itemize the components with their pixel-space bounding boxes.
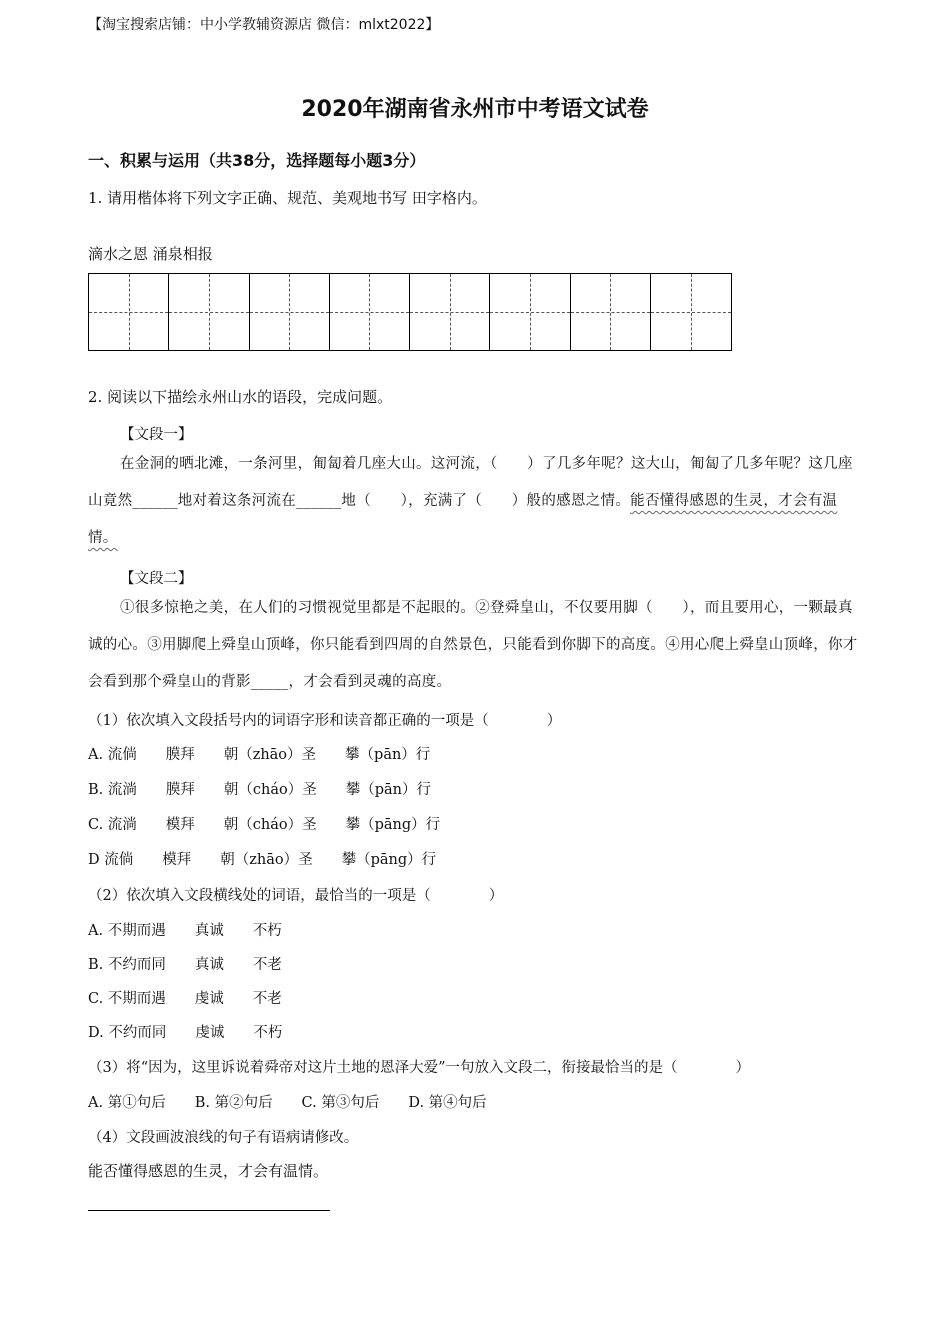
page-title: 2020年湖南省永州市中考语文试卷 bbox=[301, 97, 649, 122]
q1-text: 滴水之恩 涌泉相报 bbox=[88, 245, 213, 263]
section-heading: 一、积累与运用（共38分，选择题每小题3分） bbox=[88, 151, 426, 170]
segment1-paragraph bbox=[88, 446, 860, 557]
tianzige-cell[interactable] bbox=[169, 274, 249, 350]
sub1-option-c: C. 流淌 模拜 朝（cháo）圣 攀（pāng）行 bbox=[88, 817, 441, 833]
tianzige-cell[interactable] bbox=[571, 274, 651, 350]
sub1-option-b: B. 流淌 膜拜 朝（cháo）圣 攀（pān）行 bbox=[88, 782, 431, 798]
sub2-option-b: B. 不约而同 真诚 不老 bbox=[88, 957, 282, 973]
wavy-sentence: 能否懂得感恩的生灵，才会有温情。 bbox=[88, 493, 838, 546]
tianzige-cell[interactable] bbox=[89, 274, 169, 350]
segment1-text: 在金洞的晒北滩，一条河里，匍匐着几座大山。这河流，（ ）了几多年呢？这大山，匍匐了几多年呢？这几座山竟然______地对着这条河流在______地（ ），充满了（ ）般的感恩之情。 bbox=[88, 456, 853, 509]
sub3-question: （3）将“因为，这里诉说着舜帝对这片土地的恩泽大爱”一句放入文段二，衔接最恰当的是（ ） bbox=[88, 1060, 751, 1076]
sub1-question: （1）依次填入文段括号内的词语字形和读音都正确的一项是（ ） bbox=[88, 713, 562, 729]
sub4-sentence: 能否懂得感恩的生灵，才会有温情。 bbox=[88, 1162, 329, 1180]
tianzige-cell[interactable] bbox=[250, 274, 330, 350]
sub1-option-a: A. 流倘 膜拜 朝（zhāo）圣 攀（pān）行 bbox=[88, 747, 431, 763]
tianzige-cell[interactable] bbox=[410, 274, 490, 350]
tianzige-grid bbox=[88, 273, 732, 351]
answer-blank-line[interactable] bbox=[88, 1210, 330, 1211]
sub4-question: （4）文段画波浪线的句子有语病请修改。 bbox=[88, 1130, 359, 1146]
tianzige-cell[interactable] bbox=[651, 274, 731, 350]
tianzige-cell[interactable] bbox=[490, 274, 570, 350]
sub2-option-d: D. 不约而同 虔诚 不朽 bbox=[88, 1025, 283, 1041]
tianzige-cell[interactable] bbox=[330, 274, 410, 350]
segment2-paragraph: ①很多惊艳之美，在人们的习惯视觉里都是不起眼的。②登舜皇山，不仅要用脚（ ），而且要用心，一颗最真诚的心。③用脚爬上舜皇山顶峰，你只能看到四周的自然景色，只能看到你脚下的高度。④用心爬上舜皇山顶峰，你才会看到那个舜皇山的背影_____，才会看到灵魂的高度。 bbox=[88, 600, 858, 690]
sub2-option-c: C. 不期而遇 虔诚 不老 bbox=[88, 991, 282, 1007]
segment1-label: 【文段一】 bbox=[120, 427, 193, 443]
q2-prompt: 2. 阅读以下描绘永州山水的语段，完成问题。 bbox=[88, 388, 393, 406]
sub2-question: （2）依次填入文段横线处的词语，最恰当的一项是（ ） bbox=[88, 888, 504, 904]
segment2-label: 【文段二】 bbox=[120, 571, 193, 587]
sub2-option-a: A. 不期而遇 真诚 不朽 bbox=[88, 923, 282, 939]
page-header: 【淘宝搜索店铺：中小学教辅资源店 微信：mlxt2022】 bbox=[88, 17, 440, 33]
sub3-options: A. 第①句后 B. 第②句后 C. 第③句后 D. 第④句后 bbox=[88, 1095, 487, 1111]
sub1-option-d: D 流倘 模拜 朝（zhāo）圣 攀（pāng）行 bbox=[88, 852, 437, 868]
q1-prompt: 1. 请用楷体将下列文字正确、规范、美观地书写 田字格内。 bbox=[88, 189, 487, 207]
